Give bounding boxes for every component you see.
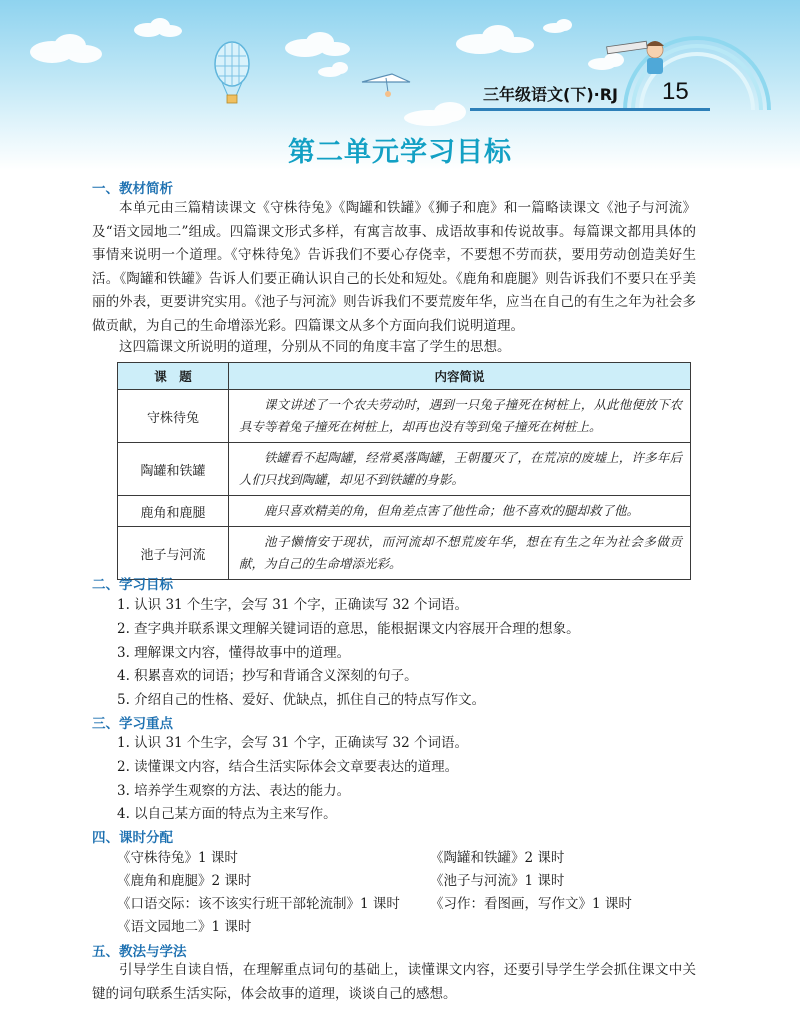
cloud-icon (30, 34, 102, 63)
schedule-item: 《池子与河流》1 课时 (430, 873, 565, 889)
list-item: 2. 读懂课文内容，结合生活实际体会文章要表达的道理。 (117, 758, 459, 775)
page-title: 第二单元学习目标 (288, 137, 512, 168)
table-cell-description: 池子懒惰安于现状，而河流却不想荒废年华，想在有生之年为社会多做贡献，为自己的生命增添光彩。 (229, 527, 691, 580)
list-item: 2. 查字典并联系课文理解关键词语的意思，能根据课文内容展开合理的想象。 (117, 620, 580, 637)
cloud-icon (285, 32, 350, 57)
cloud-icon (404, 102, 466, 126)
schedule-item: 《习作：看图画，写作文》1 课时 (430, 896, 632, 912)
table-cell-topic: 守株待兔 (118, 390, 229, 443)
table-cell-topic: 鹿角和鹿腿 (118, 496, 229, 527)
list-item: 1. 认识 31 个生字，会写 31 个字，正确读写 32 个词语。 (117, 735, 468, 751)
table-cell-description: 课文讲述了一个农夫劳动时，遇到一只兔子撞死在树桩上，从此他便放下农具专等着兔子撞死在树桩上，却再也没有等到兔子撞死在树桩上。 (229, 390, 691, 443)
section-heading-3: 三、学习重点 (92, 716, 173, 732)
table-cell-topic: 陶罐和铁罐 (118, 443, 229, 496)
hang-glider-icon (362, 74, 410, 97)
list-item: 3. 培养学生观察的方法、表达的能力。 (117, 782, 351, 799)
section-heading-5: 五、教法与学法 (92, 944, 187, 960)
table-row (118, 443, 691, 496)
learning-goals-list (117, 594, 580, 713)
cloud-icon (134, 18, 182, 37)
table-row (118, 527, 691, 580)
list-item: 1. 认识 31 个生字，会写 31 个字，正确读写 32 个词语。 (117, 597, 468, 613)
schedule-item: 《守株待兔》1 课时 (117, 850, 238, 866)
content-summary-table (117, 362, 691, 580)
cloud-icon (543, 19, 572, 33)
key-points-list (117, 732, 468, 827)
table-cell-description: 鹿只喜欢精美的角，但角差点害了他性命；他不喜欢的腿却救了他。 (229, 496, 691, 527)
schedule-item: 《鹿角和鹿腿》2 课时 (117, 873, 252, 889)
table-cell-topic: 池子与河流 (118, 527, 229, 580)
header-divider (470, 108, 710, 111)
schedule-item: 《语文园地二》1 课时 (117, 919, 252, 935)
hot-air-balloon-icon (215, 42, 249, 103)
rainbow-icon (625, 38, 769, 110)
section-heading-4: 四、课时分配 (92, 830, 173, 846)
schedule-item: 《陶罐和铁罐》2 课时 (430, 850, 565, 866)
cloud-icon (456, 25, 534, 54)
table-header-topic: 课 题 (118, 363, 229, 390)
list-item: 4. 以自己某方面的特点为主来写作。 (117, 806, 337, 823)
table-row (118, 496, 691, 527)
table-cell-description: 铁罐看不起陶罐，经常奚落陶罐，王朝覆灭了，在荒凉的废墟上，许多年后人们只找到陶罐，却见不到铁罐的身影。 (229, 443, 691, 496)
cloud-icon (318, 62, 348, 77)
section-5-paragraph: 引导学生自读自悟，在理解重点词句的基础上，读懂课文内容，还要引导学生学会抓住课文中关键的词句联系生活实际，体会故事的道理，谈谈自己的感想。 (92, 962, 696, 1002)
page-number: 15 (662, 78, 689, 105)
table-row (118, 390, 691, 443)
cloud-icon (588, 53, 624, 70)
section-heading-1: 一、教材简析 (92, 181, 173, 197)
section-1-paragraph-2: 这四篇课文所说明的道理，分别从不同的角度丰富了学生的思想。 (119, 339, 511, 355)
table-header-row (118, 363, 691, 390)
schedule-item: 《口语交际：该不该实行班干部轮流制》1 课时 (117, 896, 400, 912)
header-label: 三年级语文(下)·RJ (483, 85, 618, 104)
list-item: 3. 理解课文内容，懂得故事中的道理。 (117, 644, 351, 661)
list-item: 5. 介绍自己的性格、爱好、优缺点，抓住自己的特点写作文。 (117, 692, 486, 709)
table-header-description: 内容简说 (229, 363, 691, 390)
section-1-paragraph-1: 本单元由三篇精读课文《守株待兔》《陶罐和铁罐》《狮子和鹿》和一篇略读课文《池子与河流》及“语文园地二”组成。四篇课文形式多样，有寓言故事、成语故事和传说故事。每篇课文都用具体的事情来说明一个道理。《守株待兔》告诉我们不要心存侥幸，不要想不劳而获，要用劳动创造美好生活。《陶罐和铁罐》告诉人们要正确认识自己的长处和短处。《鹿角和鹿腿》则告诉我们不要只在乎美丽的外表，更要讲究实用。《池子与河流》则告诉我们不要荒废年华，应当在自己的有生之年为社会多做贡献，为自己的生命增添光彩。四篇课文从多个方面向我们说明道理。 (92, 200, 696, 334)
list-item: 4. 积累喜欢的词语；抄写和背诵含义深刻的句子。 (117, 668, 418, 685)
section-heading-2: 二、学习目标 (92, 577, 173, 593)
